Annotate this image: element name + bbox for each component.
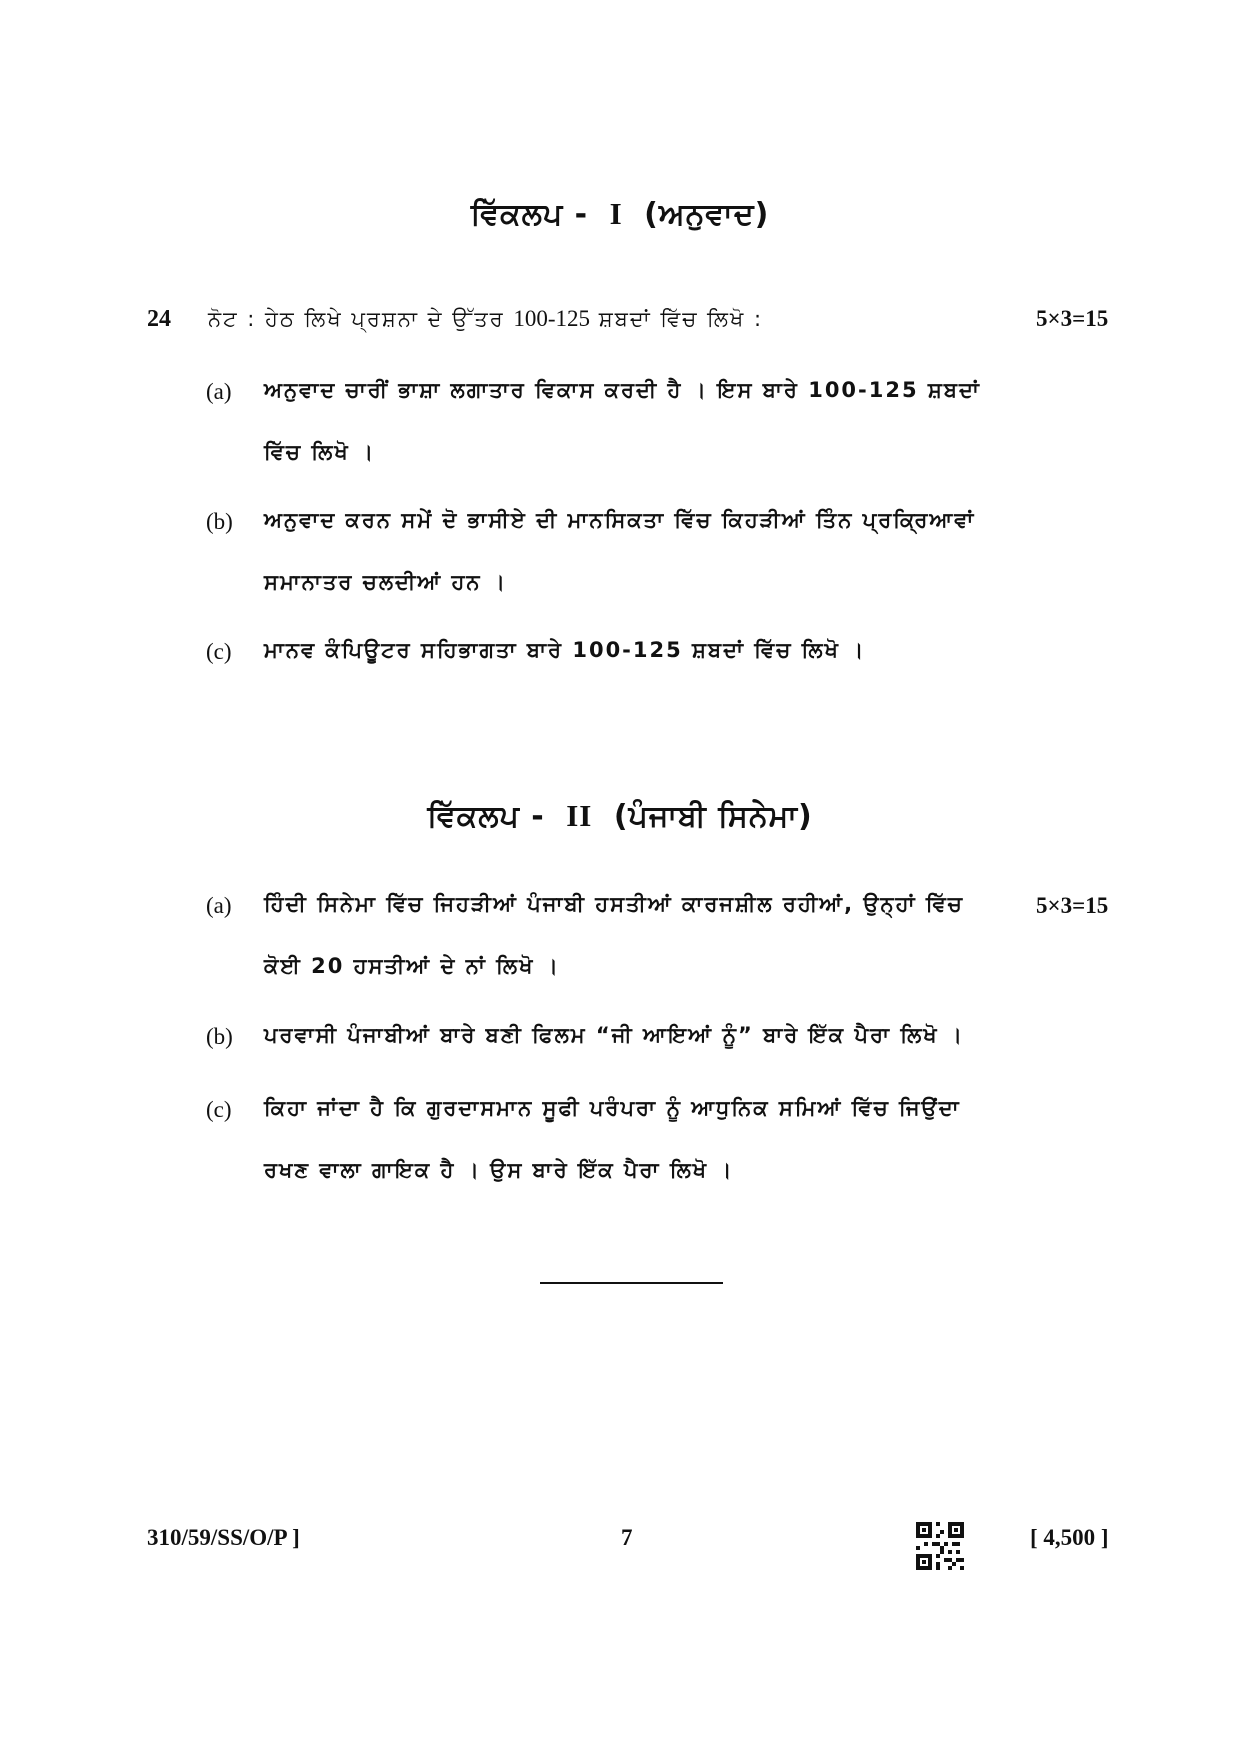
option-1-heading — [0, 196, 1240, 232]
opt2-part-a-line-2: ਕੋਈ 20 ਹਸਤੀਆਂ ਦੇ ਨਾਂ ਲਿਖੋ । — [264, 954, 560, 978]
option-1-heading-suffix: (ਅਨੁਵਾਦ) — [644, 197, 770, 232]
footer-paper-code: 310/59/SS/O/P ] — [147, 1525, 300, 1550]
q24-part-b-line-1: ਅਨੁਵਾਦ ਕਰਨ ਸਮੇਂ ਦੋ ਭਾਸੀਏ ਦੀ ਮਾਨਸਿਕਤਾ ਵਿੱਚ ਕਿਹੜੀਆਂ ਤਿੰਨ ਪ੍ਰਕ੍ਰਿਆਵਾਂ — [264, 508, 976, 532]
opt2-part-a-line-1: ਹਿੰਦੀ ਸਿਨੇਮਾ ਵਿੱਚ ਜਿਹੜੀਆਂ ਪੰਜਾਬੀ ਹਸਤੀਆਂ ਕਾਰਜਸ਼ੀਲ ਰਹੀਆਂ, ਉਨ੍ਹਾਂ ਵਿੱਚ — [264, 892, 964, 916]
opt2-part-c-line-1: ਕਿਹਾ ਜਾਂਦਾ ਹੈ ਕਿ ਗੁਰਦਾਸਮਾਨ ਸੂਫੀ ਪਰੰਪਰਾ ਨੂੰ ਆਧੁਨਿਕ ਸਮਿਆਂ ਵਿੱਚ ਜਿਉਂਦਾ — [264, 1096, 961, 1120]
opt2-part-c-label: (c) — [206, 1097, 232, 1122]
option-2-heading-roman: II — [566, 798, 593, 833]
q24-part-c-line-1: ਮਾਨਵ ਕੰਪਿਊਟਰ ਸਹਿਭਾਗਤਾ ਬਾਰੇ 100-125 ਸ਼ਬਦਾਂ ਵਿੱਚ ਲਿਖੋ । — [264, 638, 866, 662]
question-24-marks: 5×3=15 — [1036, 306, 1109, 331]
question-note — [208, 306, 763, 332]
q24-part-b-label: (b) — [206, 509, 233, 534]
opt2-part-b-line-1: ਪਰਵਾਸੀ ਪੰਜਾਬੀਆਂ ਬਾਰੇ ਬਣੀ ਫਿਲਮ “ਜੀ ਆਇਆਂ ਨੂੰ” ਬਾਰੇ ਇੱਕ ਪੈਰਾ ਲਿਖੋ । — [264, 1023, 965, 1047]
qr-code-icon — [916, 1522, 964, 1570]
q24-part-a-label: (a) — [206, 379, 232, 404]
q24-part-b-line-2: ਸਮਾਨਾਤਰ ਚਲਦੀਆਂ ਹਨ । — [264, 570, 507, 594]
option-1-heading-roman: I — [609, 196, 623, 231]
option-1-heading-prefix: ਵਿੱਕਲਪ - — [470, 197, 589, 232]
opt2-part-a-label: (a) — [206, 893, 232, 918]
option-2-heading — [0, 798, 1240, 834]
q24-part-c-label: (c) — [206, 639, 232, 664]
end-rule — [540, 1282, 723, 1284]
q24-part-a-line-2: ਵਿੱਚ ਲਿਖੋ । — [264, 440, 376, 464]
footer-page-number: 7 — [621, 1525, 633, 1550]
note-after: ਸ਼ਬਦਾਂ ਵਿੱਚ ਲਿਖੋ : — [598, 307, 764, 331]
option-2-heading-suffix: (ਪੰਜਾਬੀ ਸਿਨੇਮਾ) — [613, 799, 813, 834]
footer-copies: [ 4,500 ] — [1030, 1525, 1109, 1550]
question-number: 24 — [147, 306, 171, 332]
q24-part-a-line-1: ਅਨੁਵਾਦ ਚਾਰੀਂ ਭਾਸ਼ਾ ਲਗਾਤਾਰ ਵਿਕਾਸ ਕਰਦੀ ਹੈ । ਇਸ ਬਾਰੇ 100-125 ਸ਼ਬਦਾਂ — [264, 378, 981, 402]
note-before: ਨੋਟ : ਹੇਠ ਲਿਖੇ ਪ੍ਰਸ਼ਨਾ ਦੇ ਉੱਤਰ — [208, 307, 505, 331]
option-2-marks: 5×3=15 — [1036, 893, 1109, 918]
option-2-heading-prefix: ਵਿੱਕਲਪ - — [427, 799, 545, 834]
opt2-part-c-line-2: ਰਖਣ ਵਾਲਾ ਗਾਇਕ ਹੈ । ਉਸ ਬਾਰੇ ਇੱਕ ਪੈਰਾ ਲਿਖੋ । — [264, 1158, 734, 1182]
note-word-range: 100-125 — [513, 306, 591, 331]
opt2-part-b-label: (b) — [206, 1024, 233, 1049]
